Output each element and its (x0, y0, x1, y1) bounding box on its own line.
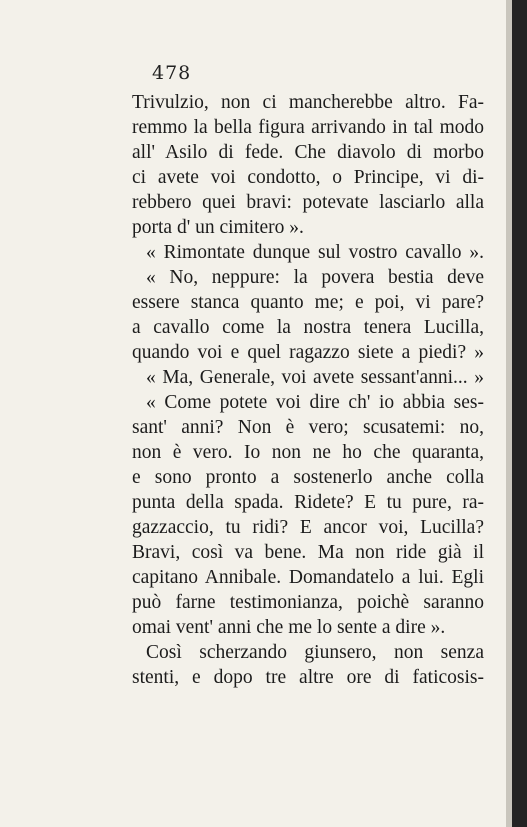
text-line: ci avete voi condotto, o Principe, vi di- (132, 167, 484, 188)
text-line: quando voi e quel ragazzo siete a piedi? » (132, 342, 484, 363)
text-line: « Rimontate dunque sul vostro cavallo ». (146, 242, 484, 263)
text-line: sant' anni? Non è vero; scusatemi: no, (132, 417, 484, 438)
text-line: remmo la bella figura arrivando in tal modo (132, 117, 484, 138)
text-line: a cavallo come la nostra tenera Lucilla, (132, 317, 484, 338)
text-line: Così scherzando giunsero, non senza (146, 642, 484, 663)
background-edge (512, 0, 527, 827)
text-line: Bravi, così va bene. Ma non ride già il (132, 542, 484, 563)
text-line: e sono pronto a sostenerlo anche colla (132, 467, 484, 488)
text-line: punta della spada. Ridete? E tu pure, ra- (132, 492, 484, 513)
text-line: « Ma, Generale, voi avete sessant'anni... » (146, 367, 484, 388)
text-line: omai vent' anni che me lo sente a dire ». (132, 617, 446, 638)
text-line: capitano Annibale. Domandatelo a lui. Egli (132, 567, 484, 588)
text-line: all' Asilo di fede. Che diavolo di morbo (132, 142, 484, 163)
text-line: gazzaccio, tu ridi? E ancor voi, Lucilla? (132, 517, 484, 538)
body-text (132, 90, 484, 690)
text-line: essere stanca quanto me; e poi, vi pare? (132, 292, 484, 313)
text-line: stenti, e dopo tre altre ore di faticosis- (132, 667, 484, 688)
text-line: Trivulzio, non ci mancherebbe altro. Fa- (132, 92, 484, 113)
text-line: può farne testimonianza, poichè saranno (132, 592, 484, 613)
text-line: non è vero. Io non ne ho che quaranta, (132, 442, 484, 463)
text-line: « No, neppure: la povera bestia deve (146, 267, 484, 288)
text-line: « Come potete voi dire ch' io abbia ses- (146, 392, 484, 413)
page-number: 478 (152, 62, 192, 84)
text-line: rebbero quei bravi: potevate lasciarlo alla (132, 192, 484, 213)
text-line: porta d' un cimitero ». (132, 217, 304, 238)
